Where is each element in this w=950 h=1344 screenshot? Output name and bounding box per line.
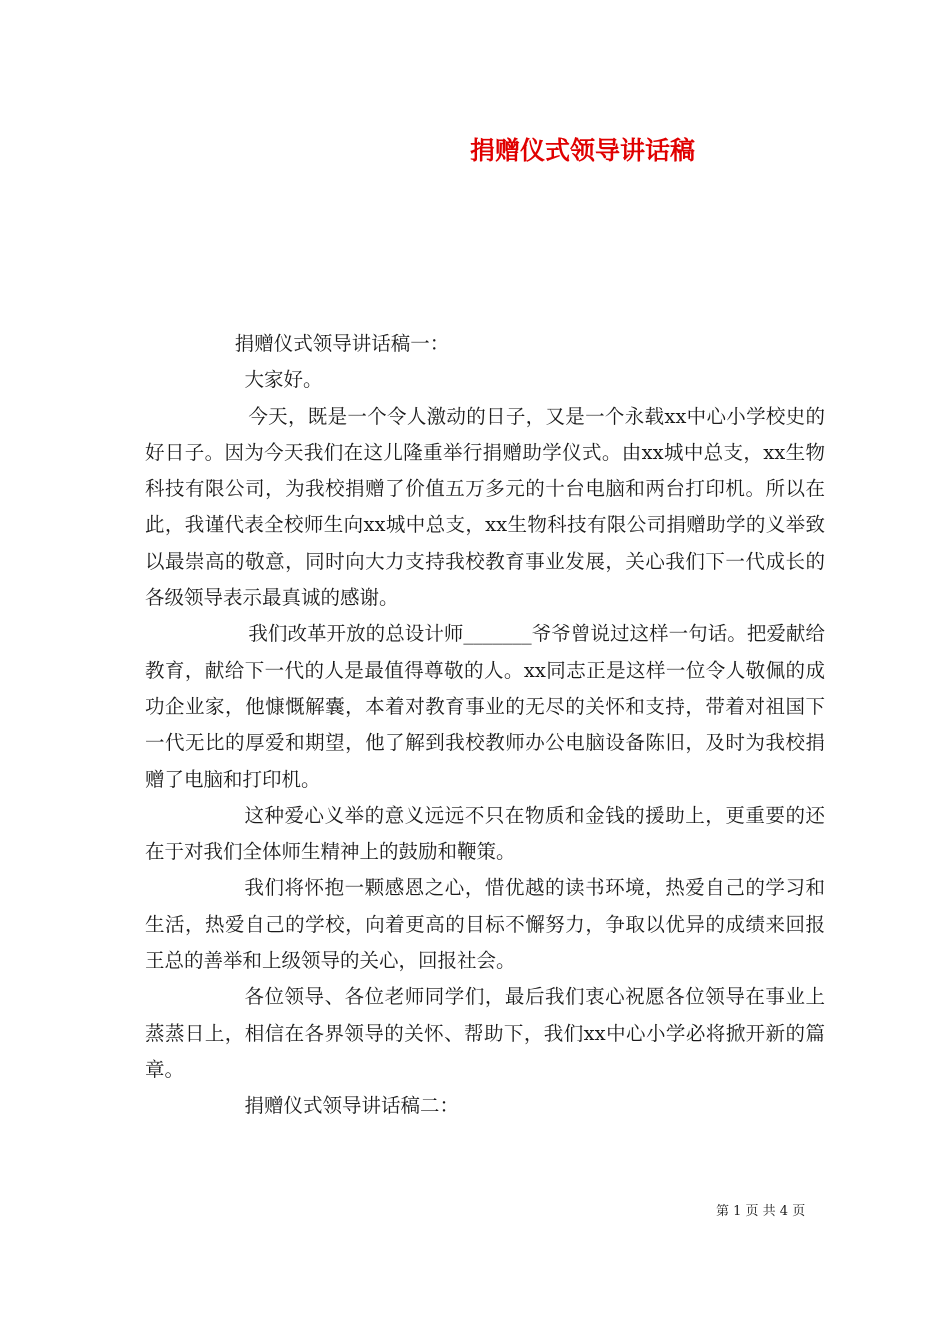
section-heading: 捐赠仪式领导讲话稿一： [234,332,450,355]
greeting-paragraph: 大家好。 [244,368,323,392]
paragraph: 今天，既是一个令人激动的日子，又是一个永载xx中心小学校史的好日子。因为今天我们在这儿隆重举行捐赠助学仪式。由xx城中总支，xx生物科技有限公司，为我校捐赠了价值五万多元的十台电脑和两台打印机。所以在此，我谨代表全校师生向xx城中总支，xx生物科技有限公司捐赠助学的义举致以最崇高的敬意，同时向大力支持我校教育事业发展，关心我们下一代成长的各级领导表示最真诚的感谢。 [145,404,825,610]
section-heading: 捐赠仪式领导讲话稿二： [244,1094,459,1118]
document-body [145,326,825,1125]
paragraph: 我们将怀抱一颗感恩之心，惜优越的读书环境，热爱自己的学习和生活，热爱自己的学校，向着更高的目标不懈努力，争取以优异的成绩来回报王总的善举和上级领导的关心，回报社会。 [145,876,825,973]
paragraph: 这种爱心义举的意义远远不只在物质和金钱的援助上，更重要的还在于对我们全体师生精神上的鼓励和鞭策。 [145,803,825,864]
document-title: 捐赠仪式领导讲话稿 [469,136,695,165]
page-number: 第 1 页 共 4 页 [716,1204,806,1219]
paragraph: 各位领导、各位老师同学们，最后我们衷心祝愿各位领导在事业上蒸蒸日上，相信在各界领导的关怀、帮助下，我们xx中心小学必将掀开新的篇章。 [145,985,825,1081]
paragraph: 我们改革开放的总设计师_______爷爷曾说过这样一句话。把爱献给教育，献给下一代的人是最值得尊敬的人。xx同志正是这样一位令人敬佩的成功企业家，他慷慨解囊，本着对教育事业的无尽的关怀和支持，带着对祖国下一代无比的厚爱和期望，他了解到我校教师办公电脑设备陈旧，及时为我校捐赠了电脑和打印机。 [145,622,825,791]
